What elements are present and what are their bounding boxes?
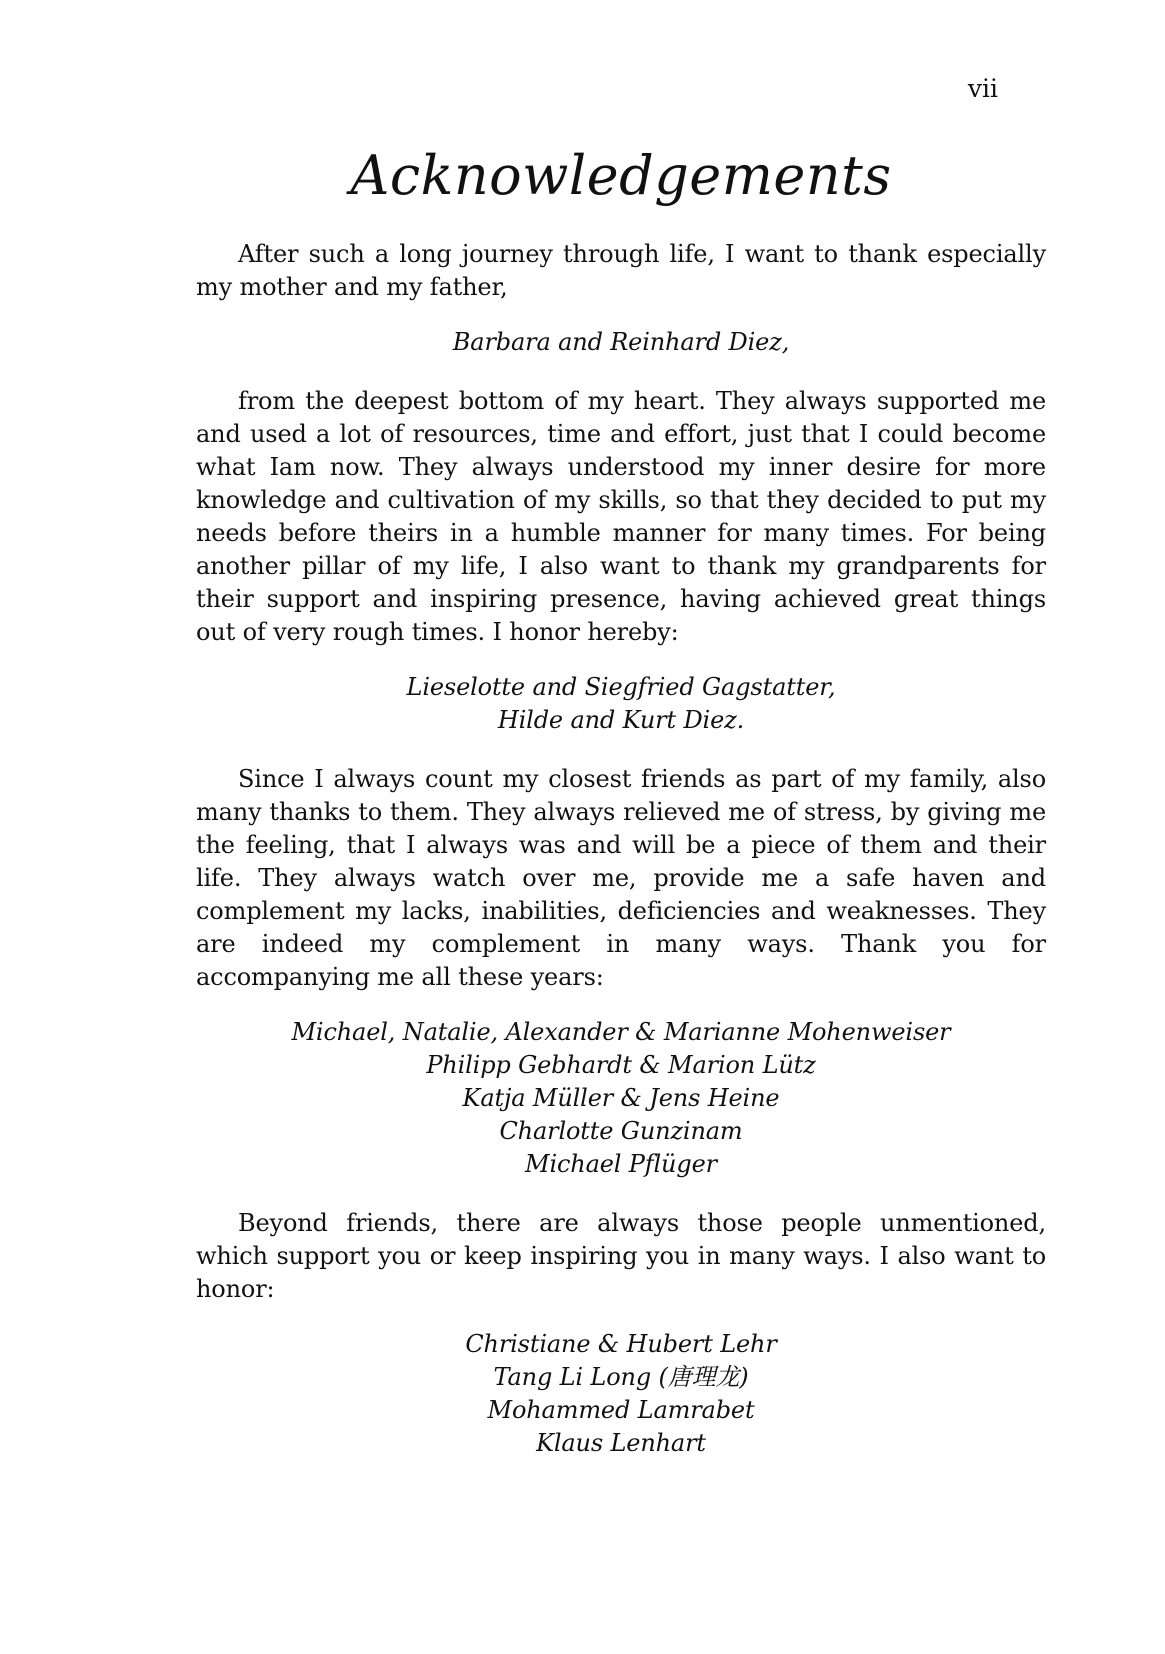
acknowledgements-section [196,138,1046,1486]
name-line: Klaus Lenhart [536,1429,706,1457]
page-number: vii [967,74,998,103]
paragraph-others: Beyond friends, there are always those people unmentioned, which support you or keep inspiring you in many ways. I also want to honor: [196,1209,1046,1303]
name-line: Tang Li Long (唐理龙) [493,1363,749,1391]
page-title: Acknowledgements [350,144,892,207]
name-line: Charlotte Gunzinam [499,1117,743,1145]
name-line: Michael Pflüger [525,1150,717,1178]
name-line: Katja Müller & Jens Heine [462,1084,780,1112]
name-line: Lieselotte and Siegfried Gagstatter, [406,673,836,701]
paragraph-friends: Since I always count my closest friends as part of my family, also many thanks to them. They always relieved me of stress, by giving me the feeling, that I always was and will be a piece of them and their life. They always watch over me, provide me a safe haven and complement my lacks, inabilities, deficiencies and weaknesses. They are indeed my complement in many ways. Thank you for accompanying me all these years: [196,765,1046,991]
names-block-others [196,1306,1046,1486]
name-line: Michael, Natalie, Alexander & Marianne Mohenweiser [291,1018,951,1046]
name-line: Mohammed Lamrabet [487,1396,755,1424]
names-block-grandparents [196,649,1046,763]
name-line: Philipp Gebhardt & Marion Lütz [426,1051,816,1079]
name-line: Barbara and Reinhard Diez, [452,328,790,356]
paragraph-parents: After such a long journey through life, I want to thank especially my mother and my father, [196,240,1046,301]
name-line: Hilde and Kurt Diez. [497,706,745,734]
name-line: Christiane & Hubert Lehr [465,1330,777,1358]
paragraph-grandparents: from the deepest bottom of my heart. They always supported me and used a lot of resources, time and effort, just that I could become what Iam now. They always understood my inner desire for more knowledge and cultivation of my skills, so that they decided to put my needs before theirs in a humble manner for many times. For being another pillar of my life, I also want to thank my grandparents for their support and inspiring presence, having achieved great things out of very rough times. I honor hereby: [196,387,1046,646]
names-block-parents [196,304,1046,385]
names-block-friends [196,994,1046,1207]
